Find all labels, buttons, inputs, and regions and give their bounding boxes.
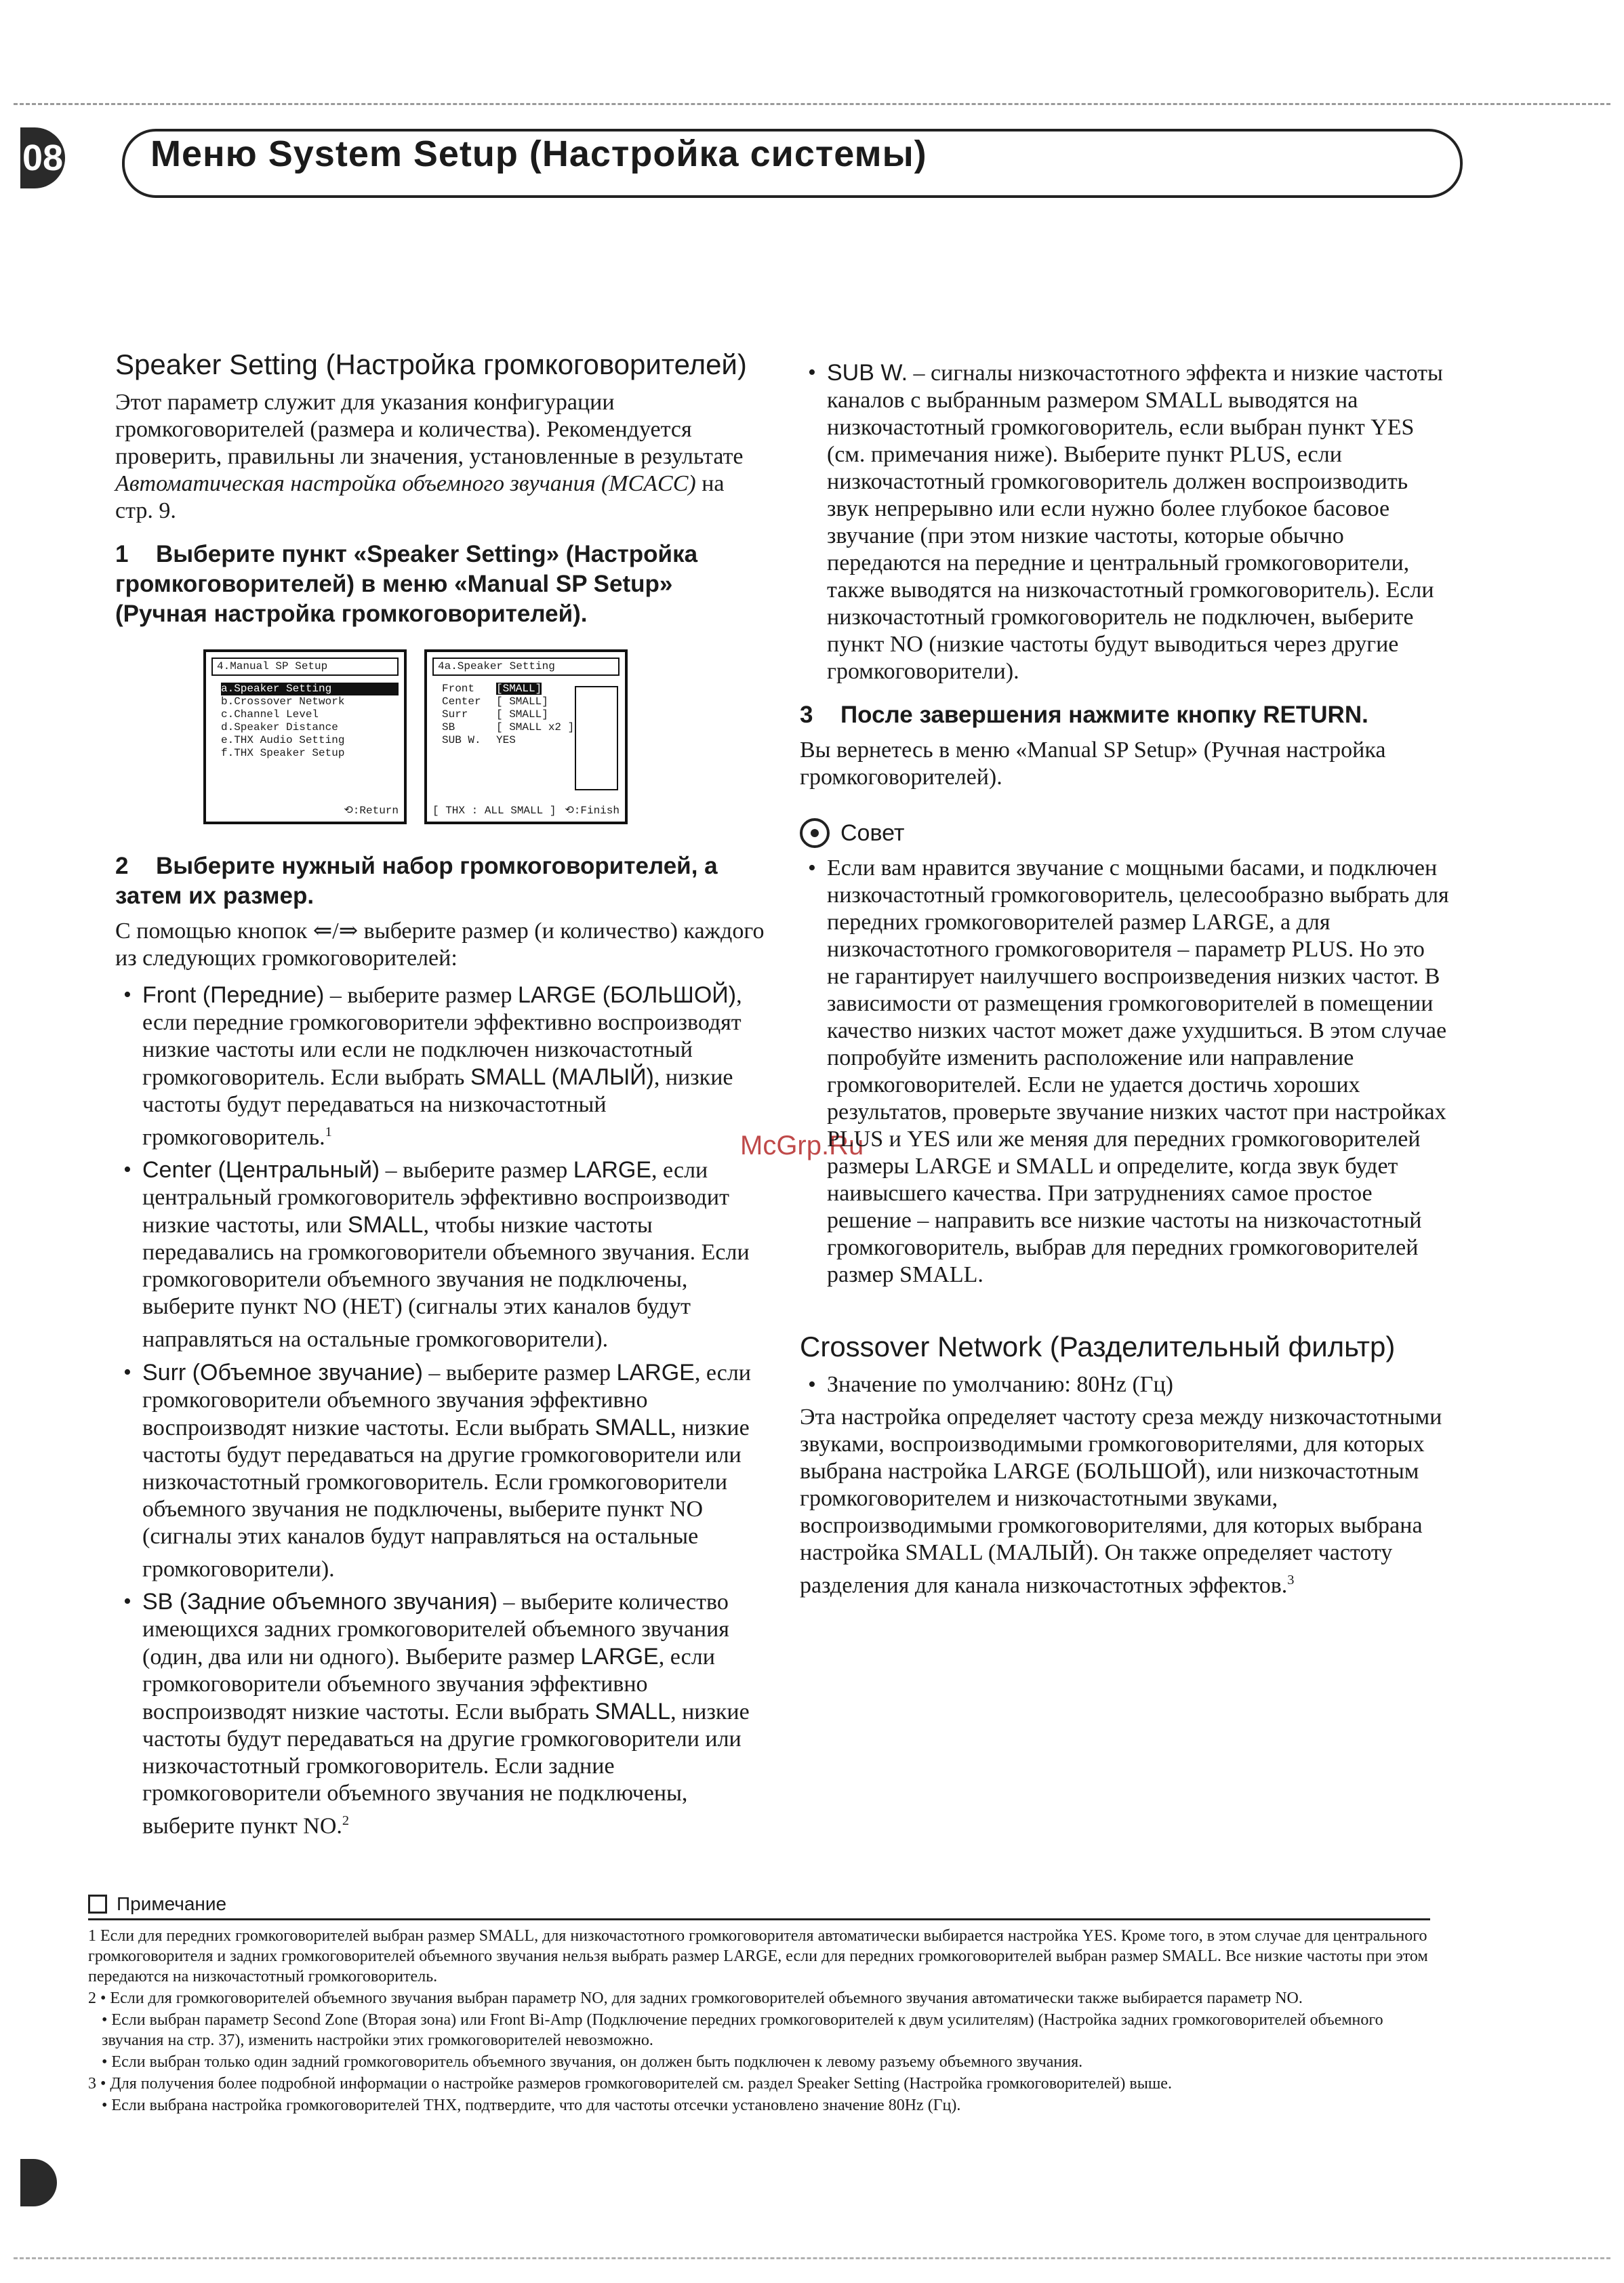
tip-list bbox=[800, 855, 1450, 1289]
list-item: • Surr (Объемное звучание) – выберите размер LARGE, если громкоговорители объемного звучания эффективно воспроизводят низкие частоты. Если выбрать SMALL, низкие частоты будут передаваться на другие громкоговорители или низкочастотный громкоговоритель. Если громкоговорители объемного звучания не подключены, выберите пункт NO (сигналы этих каналов будут направляться на остальные громкоговорители). bbox=[115, 1359, 766, 1583]
crossover-text: Эта настройка определяет частоту среза между низкочастотными звуками, воспроизводимыми громкоговорителями, для которых выбрана настройка LARGE (БОЛЬШОЙ), или низкочастотным громкоговорителем и низкочастотными звуками, воспроизводимыми громкоговорителями, для которых выбрана настройка SMALL (МАЛЫЙ). Он также определяет частоту разделения для канала низкочастотных эффектов.$^3$ bbox=[800, 1405, 1442, 1598]
step-2: 2 Выберите нужный набор громкоговорителей, а затем их размер. bbox=[115, 853, 718, 909]
watermark-link[interactable]: McGrp.Ru bbox=[740, 1131, 864, 1160]
crossover-default bbox=[800, 1371, 1450, 1398]
top-dashed-rule bbox=[14, 103, 1610, 105]
left-column bbox=[115, 347, 766, 1845]
page-title: Меню System Setup (Настройка системы) bbox=[150, 134, 927, 174]
note-item: 2 • Если для громкоговорителей объемного звучания выбран параметр NO, для задних громкоговорителей объемного звучания автоматически также выбирается параметр NO. bbox=[88, 1989, 1303, 2007]
crossover-heading: Crossover Network (Разделительный фильтр) bbox=[800, 1331, 1396, 1362]
list-item: • SB (Задние объемного звучания) – выберите количество имеющихся задних громкоговорителей объемного звучания (один, два или ни одного). Выберите размер LARGE, если громкоговорители объемного звучания эффективно воспроизводят низкие частоты. Если выбрать SMALL, низкие частоты будут передаваться на другие громкоговорители или низкочастотный громкоговоритель. Если задние громкоговорители объемного звучания не подключены, выберите пункт NO.$^2$ bbox=[115, 1588, 766, 1840]
list-item: • Center (Центральный) – выберите размер LARGE, если центральный громкоговоритель эффективно воспроизводит низкие частоты, или SMALL, чтобы низкие частоты передавались на громкоговорители объемного звучания. Если громкоговорители объемного звучания не подключены, выберите пункт NO (НЕТ) (сигналы этих каналов будут направляться на остальные громкоговорители). bbox=[115, 1156, 766, 1353]
note-item: • Если выбран параметр Second Zone (Вторая зона) или Front Bi-Amp (Подключение передних громкоговорителей к двум усилителям) (Настройка задних громкоговорителей объемного звучания на стр. 37), изменить настройки этих громкоговорителей невозможно. bbox=[102, 2011, 1383, 2049]
subw-bullet bbox=[800, 359, 1450, 685]
tip-heading: Совет bbox=[800, 818, 1450, 848]
speaker-intro: Этот параметр служит для указания конфигурации громкоговорителей (размера и количества). Рекомендуется проверить, правильны ли значения, установленные в результате Автоматическая настройка объемного звучания (MCACC) на стр. 9. bbox=[115, 390, 744, 523]
list-item: • Значение по умолчанию: 80Hz (Гц) bbox=[800, 1371, 1450, 1398]
notes-heading: Примечание bbox=[88, 1894, 1430, 1920]
speaker-layout-icon bbox=[575, 686, 618, 790]
pencil-icon bbox=[88, 1895, 107, 1914]
osd-item-selected: a.Speaker Setting bbox=[221, 683, 399, 695]
manual-sp-setup-screen: 4.Manual SP Setup a.Speaker Setting b.Crossover Network c.Channel Level d.Speaker Distance e.THX Audio Setting f.THX Speaker Setup ⟲:Return bbox=[203, 649, 407, 824]
speaker-setting-screen: 4a.Speaker Setting Front [SMALL] Center [ SMALL] Surr [ SMALL] SB [ SMALL x2 ] SUB W. YES [ THX : ALL SMALL ] ⟲:Finish bbox=[424, 649, 628, 824]
list-item: • Если вам нравится звучание с мощными басами, и подключен низкочастотный громкоговоритель, целесообразно выбрать для передних громкоговорителей размер LARGE, а для низкочастотного громкоговорителя – параметр PLUS. Но это не гарантирует наилучшего воспроизведения низких частот. В зависимости от размещения громкоговорителей в помещении качество низких частот может даже ухудшиться. В этом случае попробуйте изменить расположение или направление громкоговорителей. Если не удается достичь хороших результатов, проверьте звучание низких частот при настройках PLUS и YES или же меняя для передних громкоговорителей размеры LARGE и SMALL и определите, когда звук будет наивысшего качества. При затруднениях самое простое решение – направить все низкие частоты на низкочастотный громкоговоритель, выбрав для передних громкоговорителей размер SMALL. bbox=[800, 855, 1450, 1289]
list-item: • SUB W. – сигналы низкочастотного эффекта и низкие частоты каналов с выбранным размером SMALL выводятся на низкочастотный громкоговоритель, если выбран пункт YES (см. примечания ниже). Выберите пункт PLUS, если низкочастотный громкоговоритель должен воспроизводить звук непрерывно или если нужно более глубокое басовое звучание (при этом низкие частоты, которые обычно передаются на передние и центральный громкоговорители, также выводятся на низкочастотный громкоговоритель). Если низкочастотный громкоговоритель не подключен, выберите пункт NO (низкие частоты будут выводиться через другие громкоговорители). bbox=[800, 359, 1450, 685]
footnotes bbox=[88, 1894, 1430, 2117]
chapter-badge: 08 bbox=[20, 127, 65, 188]
bottom-tab bbox=[20, 2159, 57, 2206]
step-1: 1 Выберите пункт «Speaker Setting» (Настройка громкоговорителей) в меню «Manual SP Setup» (Ручная настройка громкоговорителей). bbox=[115, 541, 698, 627]
step-2-text: С помощью кнопок ⇐/⇒ выберите размер (и количество) каждого из следующих громкоговорителей: bbox=[115, 918, 765, 971]
right-column bbox=[800, 359, 1450, 1609]
speaker-bullet-list bbox=[115, 982, 766, 1840]
finish-label: ⟲:Finish bbox=[565, 805, 620, 817]
return-label: ⟲:Return bbox=[344, 805, 399, 817]
gear-icon bbox=[800, 818, 830, 848]
step-3-text: Вы вернетесь в меню «Manual SP Setup» (Ручная настройка громкоговорителей). bbox=[800, 738, 1386, 790]
osd-screens bbox=[203, 649, 766, 824]
step-3: 3 После завершения нажмите кнопку RETURN. bbox=[800, 702, 1368, 728]
note-item: • Если выбрана настройка громкоговорителей THX, подтвердите, что для частоты отсечки установлено значение 80Hz (Гц). bbox=[102, 2097, 961, 2114]
note-item: 1 Если для передних громкоговорителей выбран размер SMALL, для низкочастотного громкоговорителя автоматически выбирается настройка YES. Кроме того, в этом случае для центрального громкоговорителя и задних громкоговорителей объемного звучания нельзя выбрать размер LARGE, если для передних громкоговорителей выбран размер SMALL. Все низкие частоты при этом передаются на низкочастотный громкоговоритель. bbox=[88, 1927, 1428, 1985]
note-item: 3 • Для получения более подробной информации о настройке размеров громкоговорителей см. раздел Speaker Setting (Настройка громкоговорителей) выше. bbox=[88, 2075, 1172, 2093]
bottom-dashed-rule bbox=[14, 2257, 1610, 2259]
list-item: • Front (Передние) – выберите размер LARGE (БОЛЬШОЙ), если передние громкоговорители эффективно воспроизводят низкие частоты или если не подключен низкочастотный громкоговоритель. Если выбрать SMALL (МАЛЫЙ), низкие частоты будут передаваться на низкочастотный громкоговоритель.$^1$ bbox=[115, 982, 766, 1151]
speaker-setting-heading: Speaker Setting (Настройка громкоговорителей) bbox=[115, 348, 747, 380]
note-item: • Если выбран только один задний громкоговоритель объемного звучания, он должен быть подключен к левому разъему объемного звучания. bbox=[102, 2053, 1083, 2071]
